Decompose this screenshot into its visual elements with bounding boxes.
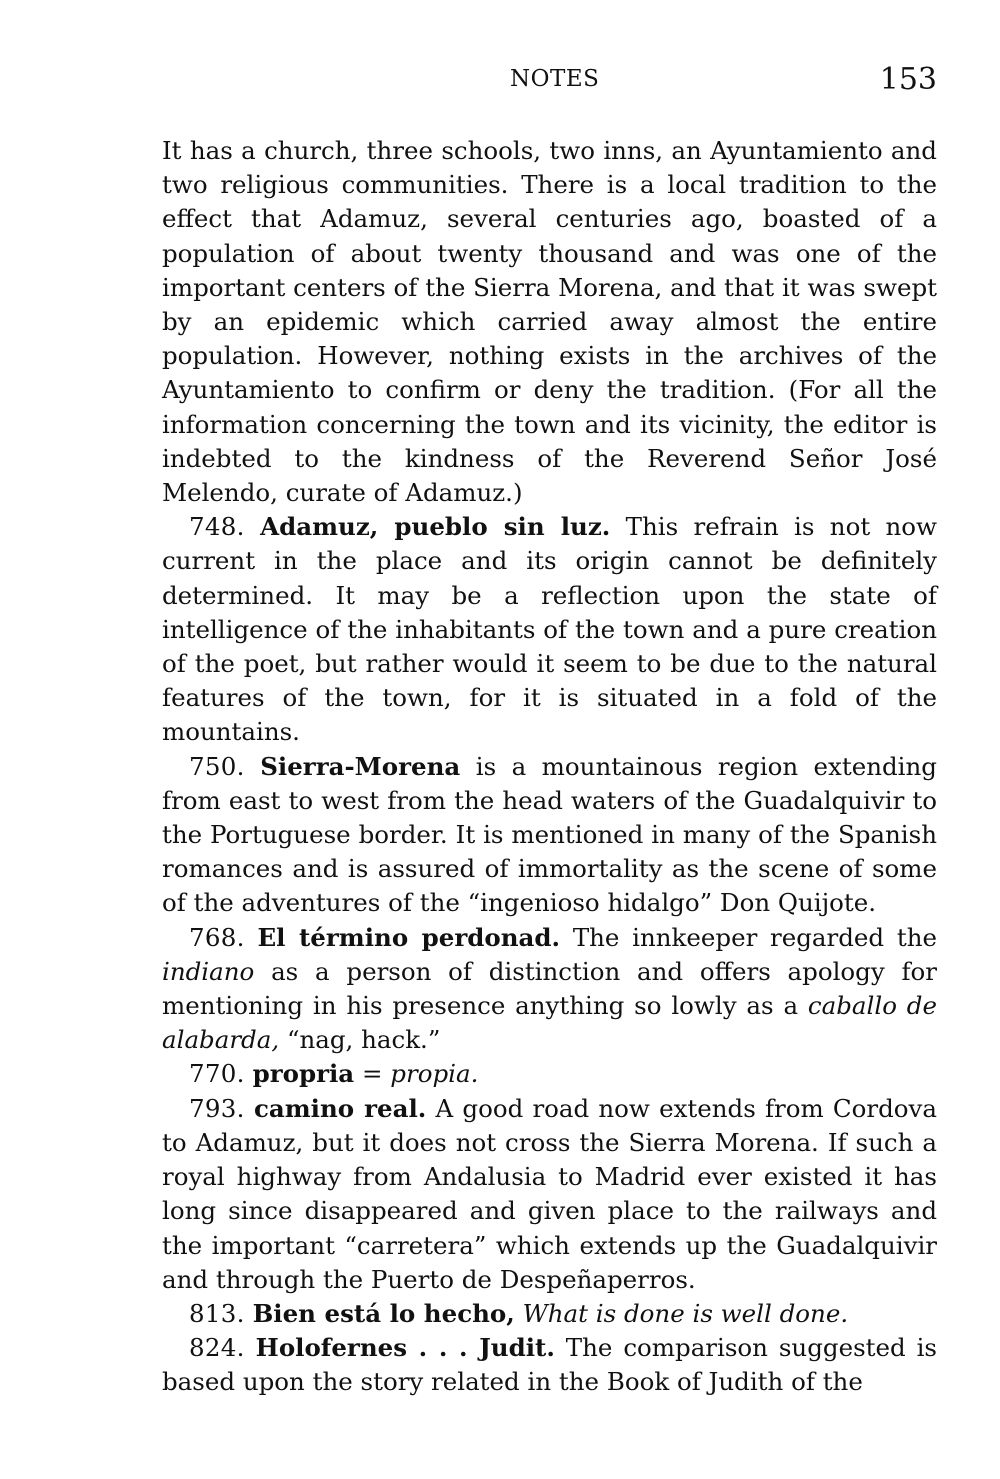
note-number: 824. [189,1333,245,1363]
note-750 [162,750,937,921]
note-lemma: Bien está lo hecho, [252,1298,515,1328]
continuation-paragraph: It has a church, three schools, two inns, an Ayuntamiento and two religious communities. There is a local tradition to the effect that Adamuz, several centuries ago, boasted of a population of about twenty thousand and was one of the important centers of the Sierra Morena, and that it was swept by an epidemic which carried away almost the entire population. However, nothing exists in the archives of the Ayuntamiento to confirm or deny the tradition. (For all the information concerning the town and its vicinity, the editor is indebted to the kindness of the Reverend Señor José Melendo, curate of Adamuz.) [162,136,937,508]
note-824 [162,1331,937,1399]
note-lemma: Holofernes . . . Judit. [255,1333,555,1363]
note-separator: = [361,1059,383,1089]
note-text: is a mountainous region extending from east to west from the head waters of the Guadalquivir to the Portuguese border. It is mentioned in many of the Spanish romances and is assured of immortality as the scene of some of the adventures of the “ingenioso hidalgo” Don Quijote. [162,751,937,918]
note-italic-term: caballo de alabarda, [162,991,937,1055]
note-793 [162,1092,937,1297]
note-770 [162,1057,937,1091]
note-number: 748. [189,512,245,542]
note-italic-term: propia. [390,1059,479,1089]
note-number: 813. [189,1298,245,1328]
note-number: 768. [189,922,245,952]
note-813 [162,1297,937,1331]
note-lemma: camino real. [253,1093,427,1123]
note-text: The innkeeper regarded the [572,922,937,952]
note-lemma: Sierra-Morena [260,751,461,781]
note-number: 770. [189,1059,245,1089]
note-text: The comparison suggested is based upon the story related in the Book of Judith of the [162,1333,937,1397]
note-748 [162,510,937,749]
note-number: 793. [189,1093,245,1123]
page-header [162,62,937,102]
notes-body [162,134,937,1400]
note-lemma: Adamuz, pueblo sin luz. [260,512,611,542]
note-text: This refrain is not now current in the place and its origin cannot be definitely determined. It may be a reflection upon the state of intelligence of the inhabitants of the town and a pure creation of the poet, but rather would it seem to be due to the natural features of the town, for it is situated in a fold of the mountains. [162,512,937,747]
note-italic-term: What is done is well done. [522,1298,849,1328]
note-lemma: El término perdonad. [257,922,561,952]
running-head: NOTES [510,66,600,92]
note-text: as a person of distinction and offers apology for mentioning in his presence anything so lowly as a [162,956,938,1021]
note-text: A good road now extends from Cordova to Adamuz, but it does not cross the Sierra Morena. If such a royal highway from Andalusia to Madrid ever existed it has long since disappeared and given place to the railways and the important “carretera” which extends up the Guadalquivir and through the Puerto de Despeñaperros. [162,1093,938,1294]
note-text: “nag, hack.” [286,1025,441,1055]
page-number: 153 [879,62,937,97]
note-italic-term: indiano [162,956,255,986]
note-lemma: propria [252,1059,355,1089]
note-number: 750. [189,751,245,781]
note-768 [162,921,937,1058]
